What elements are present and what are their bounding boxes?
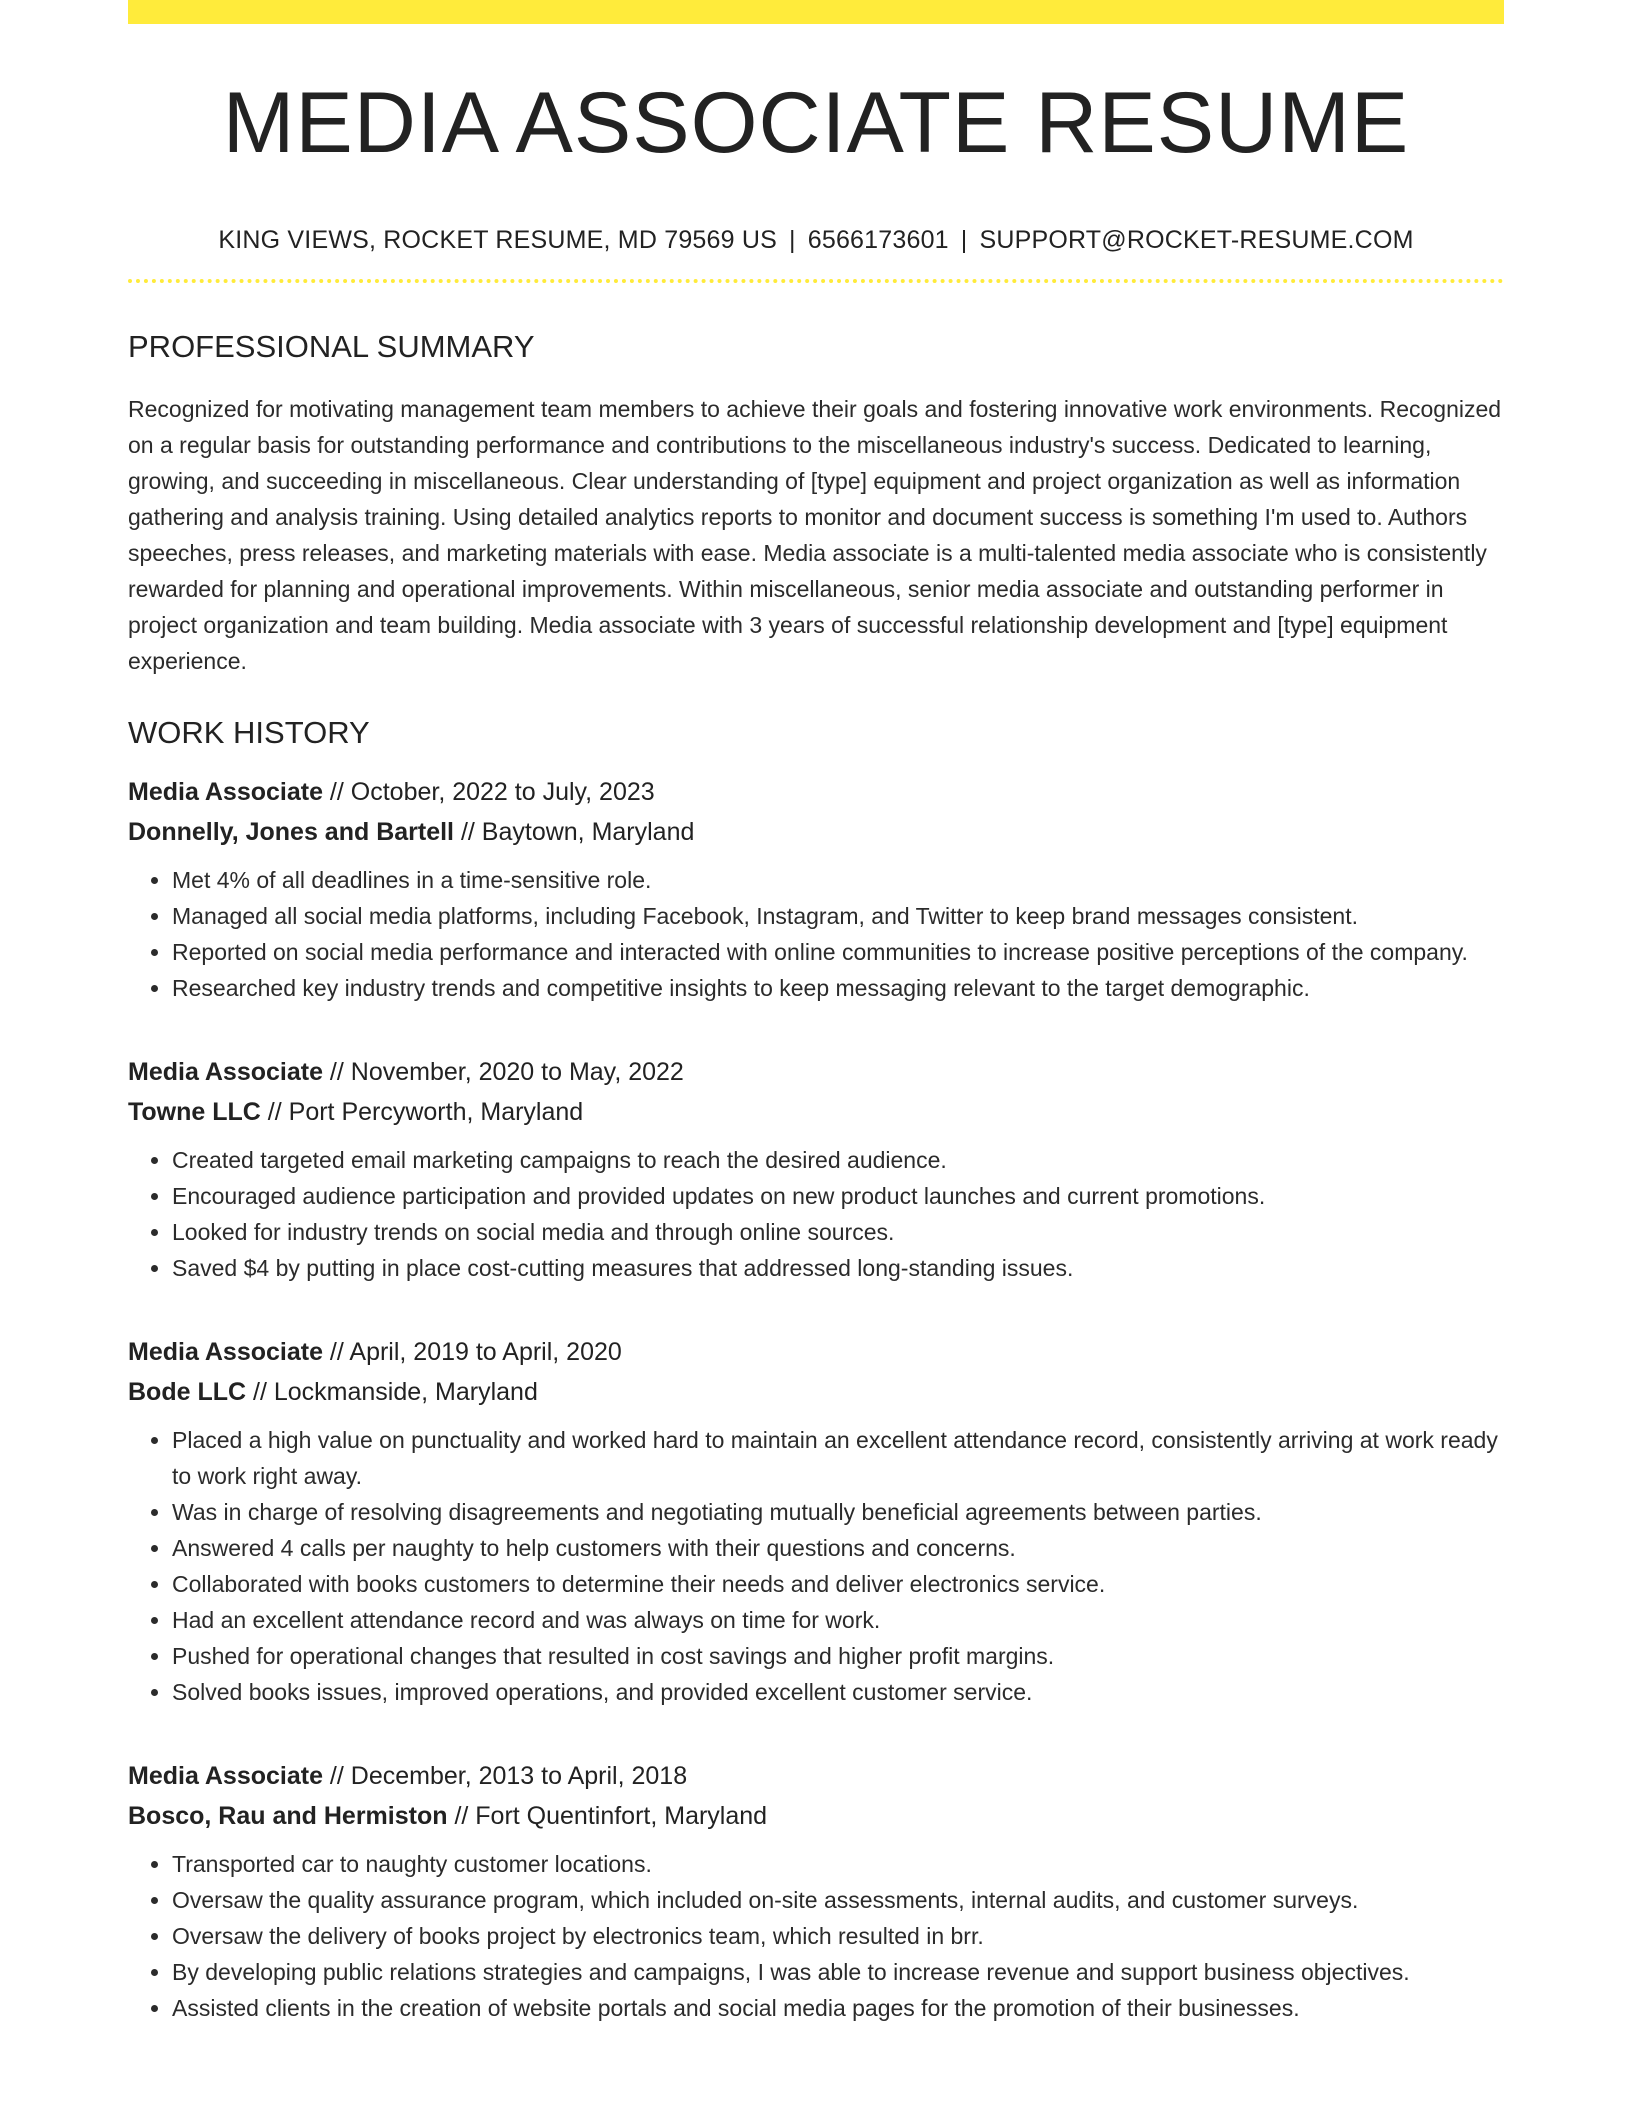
accent-bar <box>128 0 1504 24</box>
job-title-line <box>128 1756 1504 1796</box>
job-company-line <box>128 1372 1504 1412</box>
job-entry <box>128 1052 1504 1286</box>
summary-heading: PROFESSIONAL SUMMARY <box>128 329 535 364</box>
contact-line <box>128 228 1504 253</box>
list-item: • Oversaw the delivery of books project by electronics team, which resulted in brr. <box>172 1918 1504 1954</box>
job-title: Media Associate <box>128 1058 323 1086</box>
job-company: Bosco, Rau and Hermiston <box>128 1802 448 1830</box>
list-item: • Encouraged audience participation and provided updates on new product launches and current promotions. <box>172 1178 1504 1214</box>
list-item: • Collaborated with books customers to determine their needs and deliver electronics service. <box>172 1566 1504 1602</box>
job-title: Media Associate <box>128 1762 323 1790</box>
job-entry <box>128 772 1504 1006</box>
job-company-line <box>128 1092 1504 1132</box>
dotted-divider <box>128 279 1504 283</box>
job-entry <box>128 1756 1504 2026</box>
list-item: • Solved books issues, improved operations, and provided excellent customer service. <box>172 1674 1504 1710</box>
job-location: // Baytown, Maryland <box>454 818 695 846</box>
job-location: // Port Percyworth, Maryland <box>260 1098 584 1126</box>
list-item: • Met 4% of all deadlines in a time-sensitive role. <box>172 862 1504 898</box>
list-item: • Managed all social media platforms, including Facebook, Instagram, and Twitter to keep brand messages consistent. <box>172 898 1504 934</box>
list-item: • Saved $4 by putting in place cost-cutting measures that addressed long-standing issues. <box>172 1250 1504 1286</box>
job-company: Towne LLC <box>128 1098 261 1126</box>
job-bullets <box>128 1422 1504 1710</box>
resume-page <box>128 0 1504 2026</box>
job-bullets <box>128 1142 1504 1286</box>
list-item: • Had an excellent attendance record and was always on time for work. <box>172 1602 1504 1638</box>
list-item: • Researched key industry trends and competitive insights to keep messaging relevant to the target demographic. <box>172 970 1504 1006</box>
list-item: • Oversaw the quality assurance program, which included on-site assessments, internal audits, and customer surveys. <box>172 1882 1504 1918</box>
contact-email: SUPPORT@ROCKET-RESUME.COM <box>979 226 1414 254</box>
contact-address: KING VIEWS, ROCKET RESUME, MD 79569 US <box>218 226 778 254</box>
page-title: MEDIA ASSOCIATE RESUME <box>222 75 1410 171</box>
job-company: Bode LLC <box>128 1378 247 1406</box>
list-item: • Created targeted email marketing campaigns to reach the desired audience. <box>172 1142 1504 1178</box>
contact-separator: | <box>789 226 796 254</box>
job-location: // Lockmanside, Maryland <box>246 1378 538 1406</box>
job-bullets <box>128 1846 1504 2026</box>
list-item: • Answered 4 calls per naughty to help customers with their questions and concerns. <box>172 1530 1504 1566</box>
contact-separator: | <box>960 226 968 254</box>
list-item: • Assisted clients in the creation of website portals and social media pages for the promotion of their businesses. <box>172 1990 1504 2026</box>
job-dates: // April, 2019 to April, 2020 <box>322 1338 622 1366</box>
job-title-line <box>128 1332 1504 1372</box>
job-dates: // October, 2022 to July, 2023 <box>322 778 655 806</box>
contact-phone: 6566173601 <box>807 226 949 254</box>
job-company: Donnelly, Jones and Bartell <box>128 818 455 846</box>
list-item: • Reported on social media performance and interacted with online communities to increase positive perceptions of the company. <box>172 934 1504 970</box>
work-history-heading: WORK HISTORY <box>128 715 370 750</box>
list-item: • Placed a high value on punctuality and worked hard to maintain an excellent attendance record, consistently arriving at work ready to work right away. <box>172 1422 1504 1494</box>
job-title-line <box>128 772 1504 812</box>
list-item: • By developing public relations strategies and campaigns, I was able to increase revenue and support business objectives. <box>172 1954 1504 1990</box>
list-item: • Was in charge of resolving disagreements and negotiating mutually beneficial agreements between parties. <box>172 1494 1504 1530</box>
job-title: Media Associate <box>128 1338 323 1366</box>
job-dates: // November, 2020 to May, 2022 <box>322 1058 684 1086</box>
list-item: • Pushed for operational changes that resulted in cost savings and higher profit margins. <box>172 1638 1504 1674</box>
job-title-line <box>128 1052 1504 1092</box>
job-bullets <box>128 862 1504 1006</box>
job-entry <box>128 1332 1504 1710</box>
list-item: • Transported car to naughty customer locations. <box>172 1846 1504 1882</box>
summary-text: Recognized for motivating management team members to achieve their goals and fostering innovative work environments. Recognized on a regular basis for outstanding performance and contributions to the miscellaneous industry's success. Dedicated to learning, growing, and succeeding in miscellaneous. Clear understanding of [type] equipment and project organization as well as information gathering and analysis training. Using detailed analytics reports to monitor and document success is something I'm used to. Authors speeches, press releases, and marketing materials with ease. Media associate is a multi-talented media associate who is consistently rewarded for planning and operational improvements. Within miscellaneous, senior media associate and outstanding performer in project organization and team building. Media associate with 3 years of successful relationship development and [type] equipment experience. <box>128 396 1502 674</box>
list-item: • Looked for industry trends on social media and through online sources. <box>172 1214 1504 1250</box>
job-company-line <box>128 812 1504 852</box>
job-location: // Fort Quentinfort, Maryland <box>447 1802 768 1830</box>
job-title: Media Associate <box>128 778 323 806</box>
job-dates: // December, 2013 to April, 2018 <box>322 1762 688 1790</box>
job-company-line <box>128 1796 1504 1836</box>
